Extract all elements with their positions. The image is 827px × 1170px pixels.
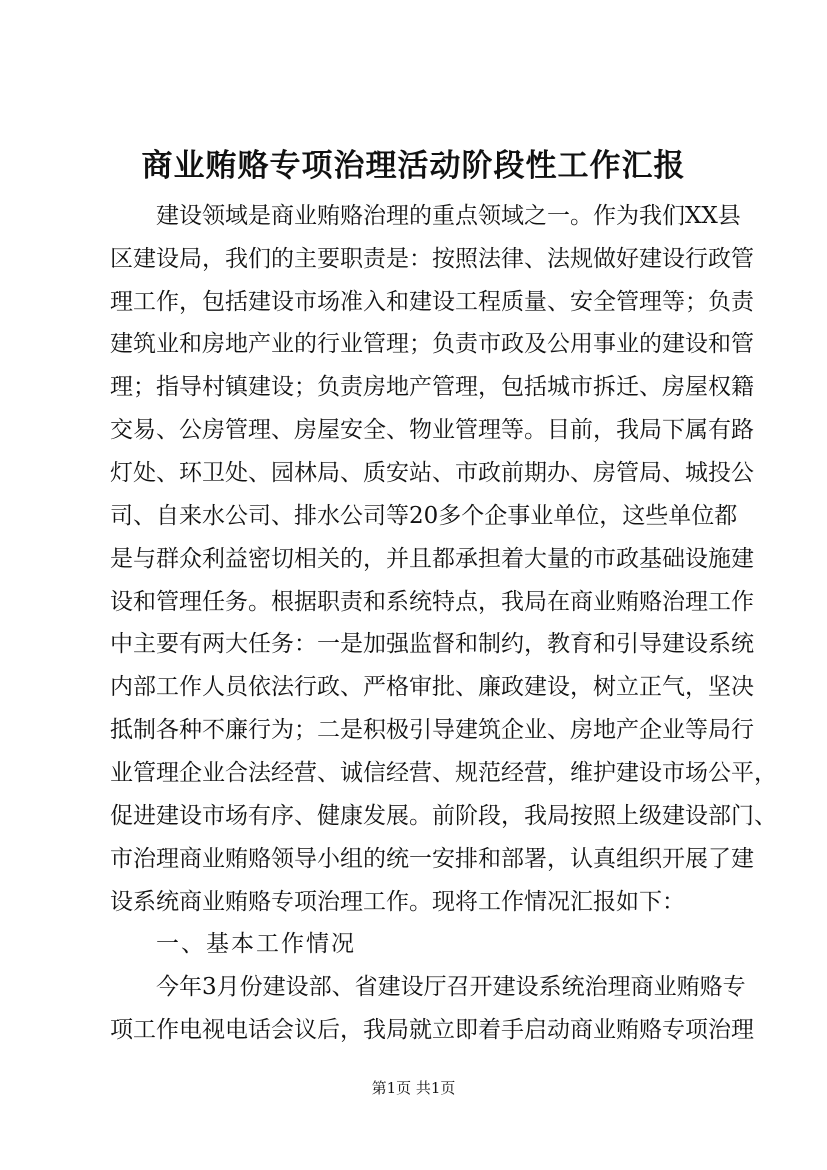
- paragraph-line: 促进建设市场有序、健康发展。前阶段，我局按照上级建设部门、: [110, 803, 777, 829]
- paragraph-line: 建设领域是商业贿赂治理的重点领域之一。作为我们XX县: [156, 203, 741, 229]
- paragraph-line: 设和管理任务。根据职责和系统特点，我局在商业贿赂治理工作: [110, 589, 754, 615]
- paragraph-line: 建筑业和房地产业的行业管理；负责市政及公用事业的建设和管: [110, 331, 754, 357]
- paragraph-line: 项工作电视电话会议后，我局就立即着手启动商业贿赂专项治理: [110, 1017, 754, 1043]
- paragraph-line: 司、自来水公司、排水公司等20多个企事业单位，这些单位都: [110, 503, 738, 529]
- paragraph-line: 今年3月份建设部、省建设厅召开建设系统治理商业贿赂专: [156, 974, 746, 1000]
- document-title: 商业贿赂专项治理活动阶段性工作汇报: [141, 148, 686, 184]
- paragraph-line: 区建设局，我们的主要职责是：按照法律、法规做好建设行政管: [110, 246, 754, 272]
- paragraph-line: 市治理商业贿赂领导小组的统一安排和部署，认真组织开展了建: [110, 846, 754, 872]
- paragraph-line: 设系统商业贿赂专项治理工作。现将工作情况汇报如下：: [110, 889, 685, 915]
- page-number: 第1页 共1页: [371, 1079, 456, 1097]
- paragraph-line: 内部工作人员依法行政、严格审批、廉政建设，树立正气，坚决: [110, 674, 754, 700]
- paragraph-line: 是与群众利益密切相关的，并且都承担着大量的市政基础设施建: [110, 546, 754, 572]
- paragraph-line: 抵制各种不廉行为；二是积极引导建筑企业、房地产企业等局行: [110, 717, 754, 743]
- paragraph-line: 交易、公房管理、房屋安全、物业管理等。目前，我局下属有路: [110, 417, 754, 443]
- paragraph-line: 理；指导村镇建设；负责房地产管理，包括城市拆迁、房屋权籍: [110, 374, 754, 400]
- section-heading: 一、基本工作情况: [156, 931, 356, 957]
- paragraph-line: 灯处、环卫处、园林局、质安站、市政前期办、房管局、城投公: [110, 460, 754, 486]
- paragraph-line: 业管理企业合法经营、诚信经营、规范经营，维护建设市场公平，: [110, 760, 777, 786]
- paragraph-line: 理工作，包括建设市场准入和建设工程质量、安全管理等；负责: [110, 289, 754, 315]
- paragraph-line: 中主要有两大任务：一是加强监督和制约，教育和引导建设系统: [110, 631, 754, 657]
